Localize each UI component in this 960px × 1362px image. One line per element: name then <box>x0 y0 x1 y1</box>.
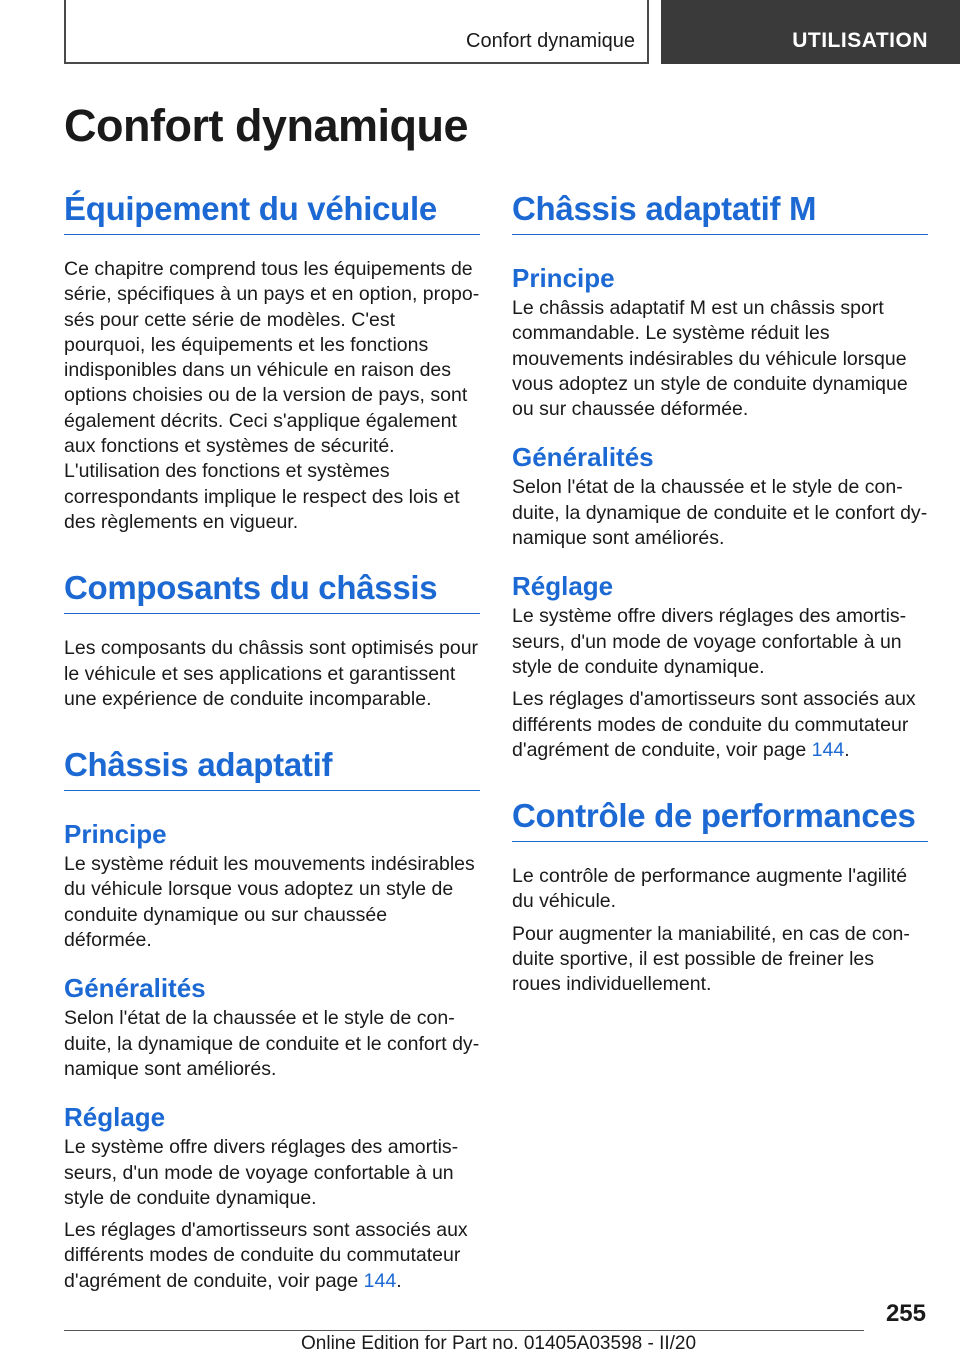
right-column <box>512 190 928 998</box>
page-number: 255 <box>885 1300 926 1327</box>
page-reference-link[interactable]: 144 <box>363 1269 397 1292</box>
left-column <box>64 190 480 1294</box>
heading-adaptive-chassis-m: Châssis adaptatif M <box>512 190 928 235</box>
paragraph-setting-m-2: Les réglages d'amortisseurs sont associés aux différents modes de conduite du commutateur d'agrément de conduite, voir page 144. <box>512 688 916 761</box>
paragraph-principle-m: Le châssis adaptatif M est un châssis sport commandable. Le système réduit les mouvements indésirables du véhicule lorsque vous adoptez un style de conduite dynamique ou sur chaussée déformée. <box>512 297 908 421</box>
chapter-tab-label: UTILISATION <box>792 29 928 52</box>
chapter-tab <box>661 0 960 64</box>
paragraph-principle: Le système réduit les mouvements indésirables du véhicule lorsque vous adoptez un style de conduite dynamique ou sur chaussée déformée. <box>64 853 475 952</box>
footer-divider <box>64 1330 864 1331</box>
paragraph-chassis-components: Les composants du châssis sont optimisés pour le véhicule et ses applications et garantissent une expérience de conduite incomparable. <box>64 637 479 710</box>
paragraph-performance-1: Le contrôle de performance augmente l'agilité du véhicule. <box>512 865 908 913</box>
subheading-setting: Réglage <box>64 1102 166 1133</box>
footer-edition: Online Edition for Part no. 01405A03598 - II/20 <box>301 1333 697 1354</box>
paragraph-setting-2: Les réglages d'amortisseurs sont associés aux différents modes de conduite du commutateur d'agrément de conduite, voir page 144. <box>64 1219 468 1292</box>
paragraph-setting-m-1: Le système offre divers réglages des amortisseurs, d'un mode de voyage confortable à un style de conduite dynamique. <box>512 605 907 678</box>
heading-chassis-components: Composants du châssis <box>64 569 480 614</box>
heading-performance-control: Contrôle de performances <box>512 797 928 842</box>
heading-adaptive-chassis: Châssis adaptatif <box>64 746 480 791</box>
paragraph-performance-2: Pour augmenter la maniabilité, en cas de conduite sportive, il est possible de freiner les roues individuellement. <box>512 922 910 996</box>
heading-equipment: Équipement du véhicule <box>64 190 480 235</box>
paragraph-general-m: Selon l'état de la chaussée et le style de conduite, la dynamique de conduite et le confort dynamique sont améliorés. <box>512 476 928 550</box>
page-title: Confort dynamique <box>64 100 468 151</box>
running-header-box <box>64 0 649 64</box>
subheading-principle-m: Principe <box>512 263 615 293</box>
subheading-general-m: Généralités <box>512 442 654 473</box>
paragraph-general: Selon l'état de la chaussée et le style de conduite, la dynamique de conduite et le confort dynamique sont améliorés. <box>64 1007 480 1080</box>
running-header-section: Confort dynamique <box>466 30 635 52</box>
subheading-principle: Principe <box>64 819 167 850</box>
paragraph-setting-1: Le système offre divers réglages des amortisseurs, d'un mode de voyage confortable à un style de conduite dynamique. <box>64 1136 459 1209</box>
subheading-setting-m: Réglage <box>512 571 614 602</box>
page-reference-link-m[interactable]: 144 <box>811 738 845 761</box>
subheading-general: Généralités <box>64 973 206 1004</box>
paragraph-equipment: Ce chapitre comprend tous les équipements de série, spécifiques à un pays et en option, proposés pour cette série de modèles. C'est pourquoi, les équipements et les fonctions indisponibles dans un véhicule en raison des options choisies ou de la version de pays, sont également décrits. Ceci s'applique également aux fonctions et systèmes de sécurité. L'utilisation des fonctions et systèmes correspondants implique le respect des lois et des règlements en vigueur. <box>64 258 480 533</box>
